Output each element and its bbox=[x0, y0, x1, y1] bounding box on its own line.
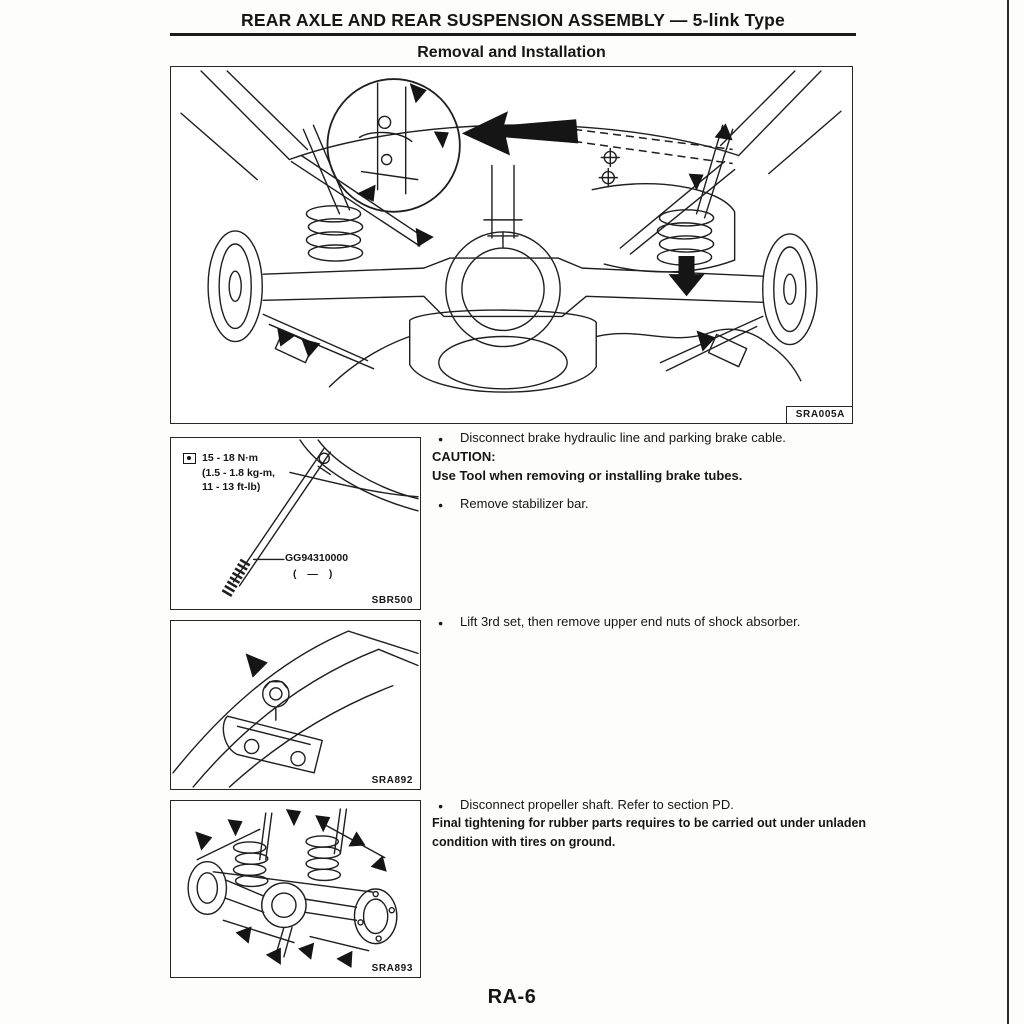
figure-shock-mount bbox=[170, 620, 421, 790]
instructions-brake bbox=[432, 428, 884, 513]
shock-mount-diagram bbox=[171, 621, 420, 789]
instruction-step bbox=[432, 612, 884, 631]
tool-number: GG94310000 bbox=[285, 552, 349, 564]
torque-kgm: (1.5 - 1.8 kg-m, bbox=[202, 466, 275, 479]
torque-nm: 15 - 18 N·m bbox=[202, 452, 259, 464]
page-number: RA-6 bbox=[487, 986, 537, 1008]
fastener-arrows bbox=[195, 809, 387, 968]
figure-code: SRA005A bbox=[786, 406, 852, 423]
instructions-shock bbox=[432, 612, 884, 631]
pointer-arrow bbox=[246, 653, 268, 677]
page-title: REAR AXLE AND REAR SUSPENSION ASSEMBLY — 5-link Type bbox=[241, 10, 785, 30]
figure-code: SBR500 bbox=[371, 595, 413, 606]
tool-number-alt: ( — ) bbox=[293, 568, 337, 580]
rear-axle-diagram bbox=[171, 67, 852, 423]
suspension-assembly-diagram bbox=[171, 801, 420, 977]
instruction-text: Remove stabilizer bar. bbox=[460, 496, 589, 511]
caution-label: CAUTION: bbox=[432, 449, 496, 464]
instruction-text: Lift 3rd set, then remove upper end nuts of shock absorber. bbox=[460, 614, 801, 629]
instruction-text: Disconnect brake hydraulic line and parking brake cable. bbox=[460, 430, 786, 445]
torque-ftlb: 11 - 13 ft-lb) bbox=[202, 481, 261, 494]
caution-text: Use Tool when removing or installing brake tubes. bbox=[432, 468, 743, 483]
figure-rear-axle-assembly bbox=[170, 66, 853, 424]
torque-spec bbox=[183, 451, 275, 495]
figure-suspension-assembly bbox=[170, 800, 421, 978]
instruction-step bbox=[432, 494, 884, 513]
title-divider bbox=[170, 33, 856, 36]
instructions-propeller bbox=[432, 795, 884, 852]
torque-wrench-icon bbox=[183, 453, 196, 464]
figure-stabilizer-tool bbox=[170, 437, 421, 610]
note-text: Final tightening for rubber parts requires to be carried out under unladen condition with tires on ground. bbox=[432, 816, 867, 849]
instruction-step bbox=[432, 795, 884, 814]
instruction-step bbox=[432, 428, 884, 447]
page-edge-line bbox=[1007, 0, 1009, 1024]
figure-code: SRA893 bbox=[371, 963, 413, 974]
figure-code: SRA892 bbox=[371, 775, 413, 786]
instruction-text: Disconnect propeller shaft. Refer to section PD. bbox=[460, 797, 734, 812]
section-title: Removal and Installation bbox=[417, 44, 606, 61]
